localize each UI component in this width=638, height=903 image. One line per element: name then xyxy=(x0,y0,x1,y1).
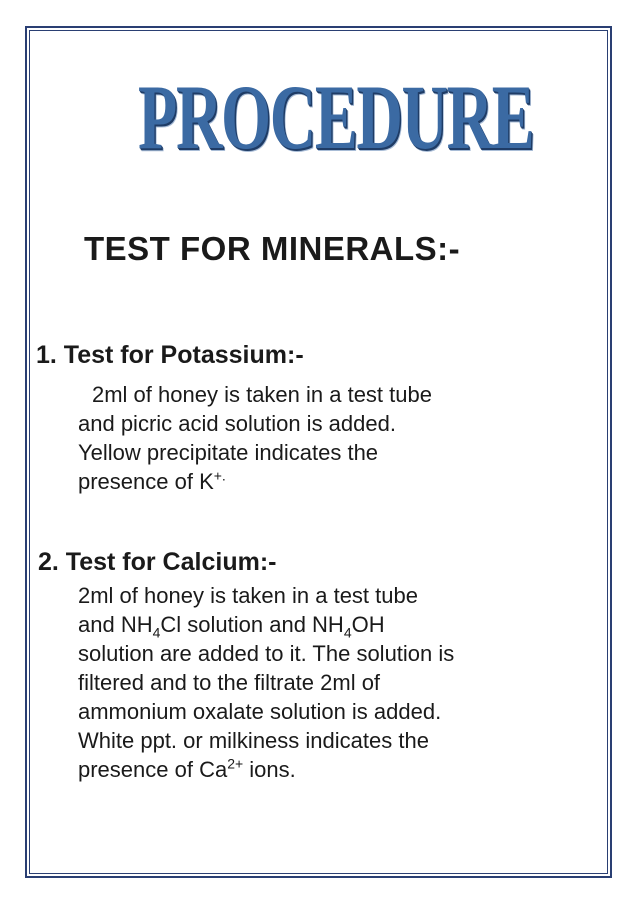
calcium-ion-charge: 2+ xyxy=(227,755,244,772)
potassium-test-heading: 1. Test for Potassium:- xyxy=(36,341,304,369)
calcium-sub-4b: 4 xyxy=(343,624,352,641)
calcium-test-heading: 2. Test for Calcium:- xyxy=(38,548,277,576)
calcium-line-4: filtered and to the filtrate 2ml of xyxy=(78,670,381,695)
potassium-line-4-text: presence of K xyxy=(78,469,214,494)
potassium-line-3: Yellow precipitate indicates the xyxy=(78,440,379,465)
calcium-test-paragraph xyxy=(78,581,454,784)
calcium-line-6: White ppt. or milkiness indicates the xyxy=(78,728,429,753)
calcium-sub-4a: 4 xyxy=(152,624,161,641)
calcium-line-2-a: and NH xyxy=(78,612,153,637)
calcium-line-7 xyxy=(78,755,454,784)
calcium-line-3: solution are added to it. The solution is xyxy=(78,641,455,666)
calcium-line-2-b: Cl solution and NH xyxy=(160,612,344,637)
calcium-line-1: 2ml of honey is taken in a test tube xyxy=(78,583,418,608)
potassium-ion-charge: +. xyxy=(213,467,226,484)
potassium-line-2: and picric acid solution is added. xyxy=(78,411,396,436)
potassium-test-paragraph xyxy=(78,380,432,496)
calcium-line-7-a: presence of Ca xyxy=(78,757,228,782)
section-subtitle: TEST FOR MINERALS:- xyxy=(84,230,461,267)
calcium-line-5: ammonium oxalate solution is added. xyxy=(78,699,442,724)
potassium-line-1: 2ml of honey is taken in a test tube xyxy=(92,382,432,407)
calcium-line-7-b: ions. xyxy=(243,757,296,782)
page-title: PROCEDURE xyxy=(138,66,534,168)
calcium-line-2-c: OH xyxy=(351,612,385,637)
calcium-line-2 xyxy=(78,610,454,639)
potassium-line-4 xyxy=(78,467,432,496)
